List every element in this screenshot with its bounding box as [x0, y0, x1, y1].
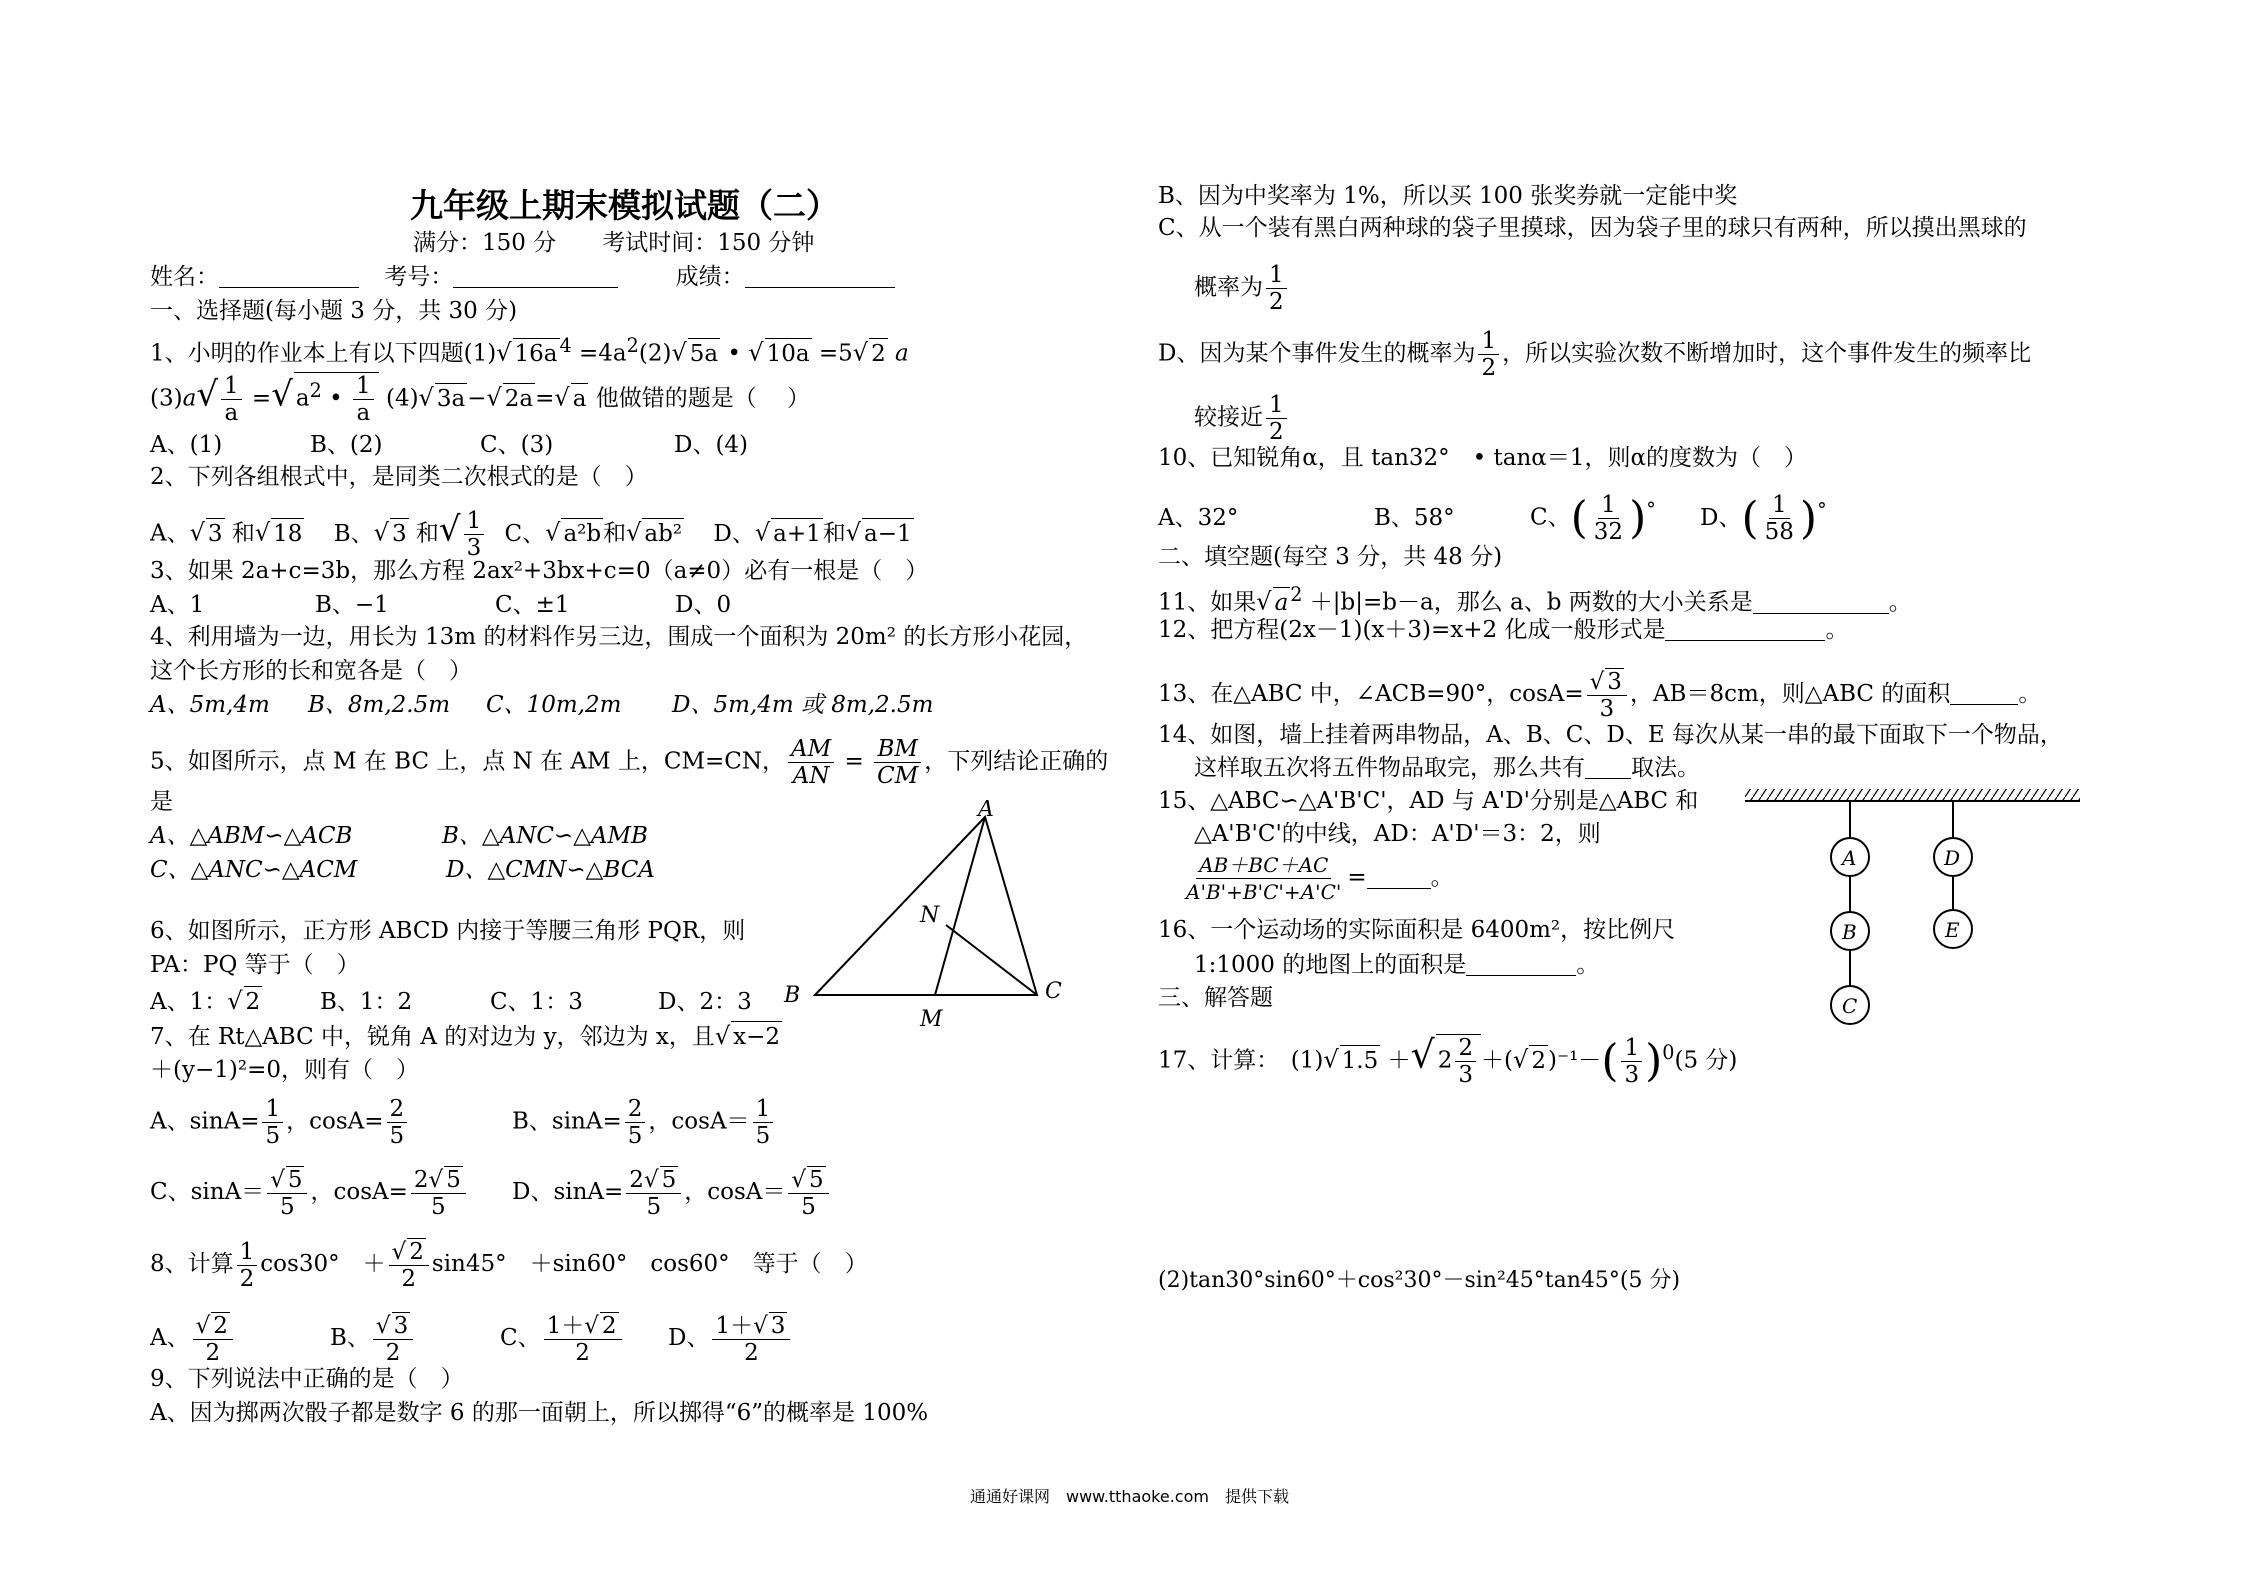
footer-credit: 通通好课网 www.tthaoke.com 提供下载: [970, 1487, 1289, 1506]
q5-options-ab: A、△ABM∽△ACB B、△ANC∽△AMB: [150, 823, 648, 849]
vertex-b-label: B: [784, 983, 801, 1008]
q11-blank: [1753, 613, 1889, 614]
q16-line2: 1:1000 的地图上的面积是 。: [1194, 952, 1600, 978]
q7-line1: 7、在 Rt△ABC 中，锐角 A 的对边为 y，邻边为 x，且√ x−2: [150, 1022, 781, 1050]
q7-line2: ＋(y−1)²=0，则有（ ）: [150, 1057, 419, 1083]
vertex-c-label: C: [1045, 979, 1062, 1004]
q14-line1: 14、如图，墙上挂着两串物品，A、B、C、D、E 每次从某一串的最下面取下一个物品，: [1158, 722, 2063, 748]
grade-label: 成绩：: [675, 264, 745, 290]
q9-option-d-line1: D、因为某个事件发生的概率为 $\frac{1}{2}$ ，所以实验次数不断增加时，这个事件发生的频率比: [1158, 328, 2032, 381]
section1-heading: 一、选择题(每小题 3 分，共 30 分): [150, 298, 518, 324]
q10-stem: 10、已知锐角α，且 tan32° • tanα＝1，则α的度数为（ ）: [1158, 445, 1807, 471]
q9-option-a: A、因为掷两次骰子都是数字 6 的那一面朝上，所以掷得“6”的概率是 100%: [150, 1400, 929, 1426]
point-n-label: N: [920, 903, 940, 928]
q3-options: A、1 B、−1 C、±1 D、0: [150, 592, 732, 618]
q9-option-c-line1: C、从一个装有黑白两种球的袋子里摸球，因为袋子里的球只有两种，所以摸出黑球的: [1158, 215, 2027, 241]
q13-blank: [1950, 704, 2018, 705]
bead-e-label: E: [1945, 918, 1960, 942]
name-label: 姓名：: [150, 264, 219, 290]
grade-blank: [745, 287, 895, 288]
q9-option-b: B、因为中奖率为 1%，所以买 100 张奖券就一定能中奖: [1158, 183, 1738, 209]
wall-hatch: [1745, 789, 2080, 801]
q5-stem: 5、如图所示，点 M 在 BC 上，点 N 在 AM 上，CM=CN， $\frac{AM}{AN}$ = $\frac{BM}{CM}$ ，下列结论正确的: [150, 736, 1109, 789]
name-blank: [219, 287, 359, 288]
bead-b-label: B: [1842, 920, 1857, 944]
q16-blank: [1466, 975, 1576, 976]
q6-line1: 6、如图所示，正方形 ABCD 内接于等腰三角形 PQR，则: [150, 918, 746, 944]
q9-option-d-line2: 较接近 $\frac{1}{2}$: [1194, 392, 1290, 445]
q14-line2: 这样取五次将五件物品取完，那么共有 取法。: [1194, 755, 1700, 781]
q11: 11、如果√ a $^2$ ＋|b|=b－a，那么 a、b 两数的大小关系是 。: [1158, 583, 1912, 616]
id-label: 考号：: [384, 264, 454, 290]
bead-a-label: A: [1842, 846, 1857, 870]
q8-options: A、 $\frac{√ 2}{2}$ B、 $\frac{√ 3}{2}$ C、 $\frac{1+√ 2}{2}$ D、 $\frac{1+√ 3}{2}$: [150, 1312, 793, 1366]
q17-part1: 17、计算： (1)√ 1.5 ＋√ 2 $\frac{2}{3}$ ＋(√ 2)⁻¹－( $\frac{1}{3}$ )$^0$(5 分): [1158, 1032, 1738, 1088]
q13: 13、在△ABC 中，∠ACB=90°，cosA= $\frac{√ 3}{3}$ ，AB＝8cm，则△ABC 的面积 。: [1158, 669, 2042, 722]
vertex-a-label: A: [978, 800, 994, 822]
exam-title: 九年级上期末模拟试题（二）: [410, 186, 839, 225]
triangle-figure: [770, 800, 1090, 1030]
q2-stem: 2、下列各组根式中，是同类二次根式的是（ ）: [150, 464, 648, 490]
q5-line2: 是: [150, 789, 173, 815]
q17-part2: (2)tan30°sin60°＋cos²30°－sin²45°tan45°(5 分): [1158, 1268, 1681, 1293]
q9-stem: 9、下列说法中正确的是（ ）: [150, 1366, 464, 1392]
q6-options: A、1：√ 2 B、1：2 C、1：3 D、2：3: [150, 987, 752, 1015]
q4-options: A、5m,4m B、8m,2.5m C、10m,2m D、5m,4m 或 8m,2.5m: [150, 692, 934, 718]
q5-options-cd: C、△ANC∽△ACM D、△CMN∽△BCA: [150, 857, 655, 883]
q1-options: A、(1) B、(2) C、(3) D、(4): [150, 432, 749, 458]
q12-blank: [1665, 640, 1825, 641]
q15-expression: $\frac{AB+BC+AC}{A'B'+B'C'+A'C'}$ = 。: [1186, 853, 1454, 904]
bead-d-label: D: [1944, 846, 1961, 870]
q4-line1: 4、利用墙为一边，用长为 13m 的材料作另三边，围成一个面积为 20m² 的长方形小花园，: [150, 624, 1088, 650]
q4-line2: 这个长方形的长和宽各是（ ）: [150, 658, 472, 684]
section2-heading: 二、填空题(每空 3 分，共 48 分): [1158, 544, 1503, 570]
student-info-row: [150, 262, 895, 292]
q10-options: A、32° B、58° C、( $\frac{1}{32}$ )° D、( $\frac{1}{58}$ )°: [1158, 492, 1827, 545]
section3-heading: 三、解答题: [1158, 985, 1273, 1011]
q15-line1: 15、△ABC∽△A'B'C'，AD 与 A'D'分别是△ABC 和: [1158, 788, 1699, 814]
point-m-label: M: [920, 1007, 943, 1030]
q7-options-cd: C、sinA＝ $\frac{√ 5}{5}$ ，cosA= $\frac{2√ 5}{5}$ D、sinA= $\frac{2√ 5}{5}$ ，cosA＝ $\frac{√ 5}{5}$: [150, 1166, 832, 1220]
q14-blank: [1585, 778, 1631, 779]
score-time: 满分：150 分 考试时间：150 分钟: [413, 230, 815, 256]
q1-line2: (3)a√ $\frac{1}{a}$ =√ $a^2$ • $\frac{1}{a}$ (4)√ 3a−√ 2a=√ a 他做错的题是（ ）: [150, 373, 811, 426]
q1-line1: 1、小明的作业本上有以下四题(1)√ 16a $^4 =4a^2(2)√$ 5a • √ 10a =5√ 2 a: [150, 334, 909, 367]
bead-c-label: C: [1842, 994, 1858, 1018]
q16-line1: 16、一个运动场的实际面积是 6400m²，按比例尺: [1158, 917, 1676, 943]
q2-options: A、√ 3 和√ 18 B、√ 3 和√ $\frac{1}{3}$ C、√ a²b和√ ab² D、√ a+1和√ a−1: [150, 508, 912, 561]
q15-line2: △A'B'C'的中线，AD：A'D'＝3：2，则: [1194, 821, 1601, 847]
q15-blank: [1367, 888, 1431, 889]
q9-option-c-line2: 概率为 $\frac{1}{2}$: [1194, 262, 1290, 315]
q7-options-ab: A、sinA= $\frac{1}{5}$ ，cosA= $\frac{2}{5}$ B、sinA= $\frac{2}{5}$ ，cosA＝ $\frac{1}{5}$: [150, 1096, 776, 1149]
hanging-beads-figure: [1745, 785, 2085, 1025]
q3-stem: 3、如果 2a+c=3b，那么方程 2ax²+3bx+c=0（a≠0）必有一根是（ ）: [150, 558, 929, 584]
q6-line2: PA：PQ 等于（ ）: [150, 952, 360, 978]
q8-stem: 8、计算 $\frac{1}{2}$ cos30° ＋ $\frac{√ 2}{2}$ sin45° ＋sin60° cos60° 等于（ ）: [150, 1238, 868, 1292]
id-blank: [453, 287, 618, 288]
q12: 12、把方程(2x－1)(x＋3)=x+2 化成一般形式是 。: [1158, 617, 1849, 643]
